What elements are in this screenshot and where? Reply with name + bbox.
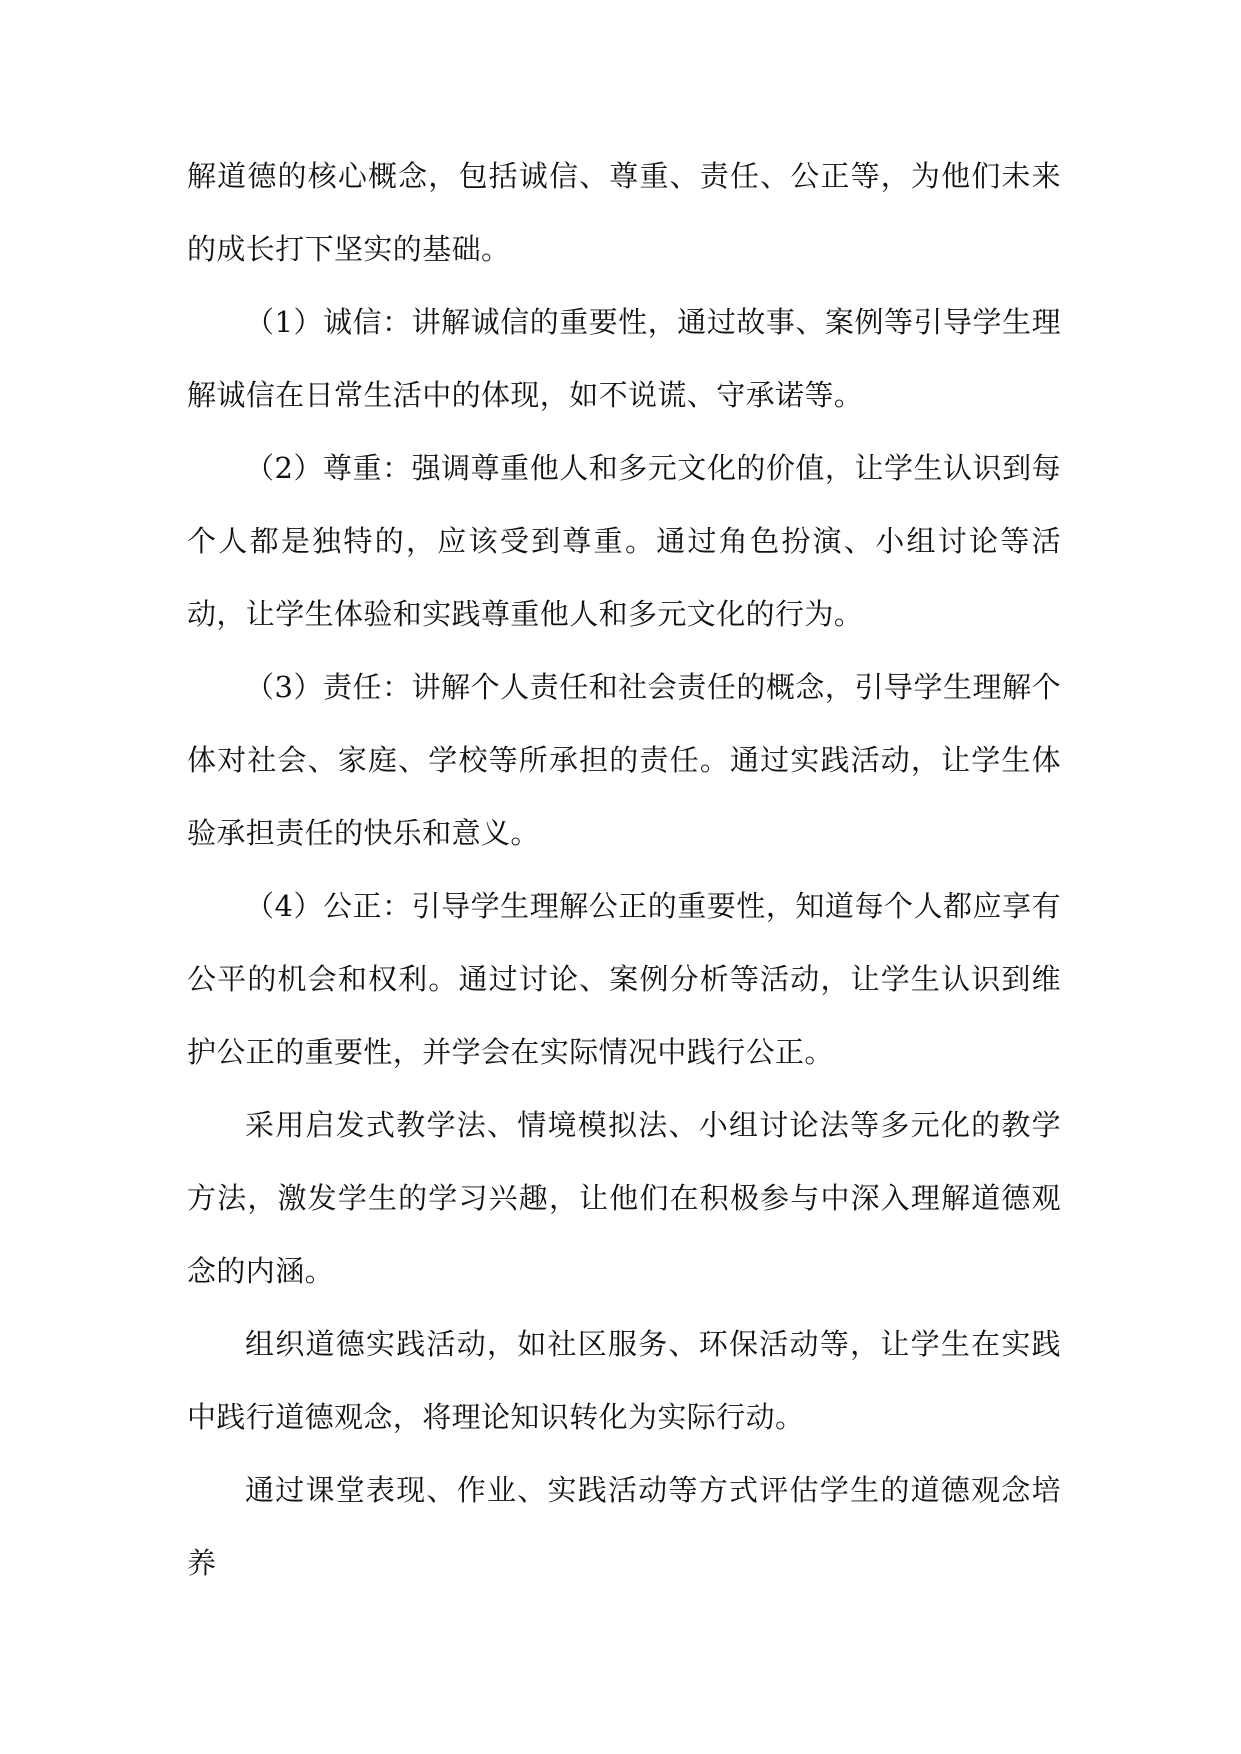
paragraph-fairness: （4）公正：引导学生理解公正的重要性，知道每个人都应享有公平的机会和权利。通过讨论、案例分析等活动，让学生认识到维护公正的重要性，并学会在实际情况中践行公正。 [187, 889, 1061, 1069]
paragraph-responsibility: （3）责任：讲解个人责任和社会责任的概念，引导学生理解个体对社会、家庭、学校等所承担的责任。通过实践活动，让学生体验承担责任的快乐和意义。 [187, 670, 1061, 850]
paragraph-practice-activities: 组织道德实践活动，如社区服务、环保活动等，让学生在实践中践行道德观念，将理论知识转化为实际行动。 [187, 1327, 1061, 1434]
paragraph-assessment: 通过课堂表现、作业、实践活动等方式评估学生的道德观念培养 [187, 1473, 1061, 1580]
document-body [187, 140, 1061, 1600]
paragraph-respect: （2）尊重：强调尊重他人和多元文化的价值，让学生认识到每个人都是独特的，应该受到尊重。通过角色扮演、小组讨论等活动，让学生体验和实践尊重他人和多元文化的行为。 [187, 451, 1061, 631]
paragraph-1: 解道德的核心概念，包括诚信、尊重、责任、公正等，为他们未来的成长打下坚实的基础。 [187, 159, 1061, 266]
paragraph-teaching-methods: 采用启发式教学法、情境模拟法、小组讨论法等多元化的教学方法，激发学生的学习兴趣，让他们在积极参与中深入理解道德观念的内涵。 [187, 1108, 1061, 1288]
paragraph-honesty: （1）诚信：讲解诚信的重要性，通过故事、案例等引导学生理解诚信在日常生活中的体现，如不说谎、守承诺等。 [187, 305, 1061, 412]
